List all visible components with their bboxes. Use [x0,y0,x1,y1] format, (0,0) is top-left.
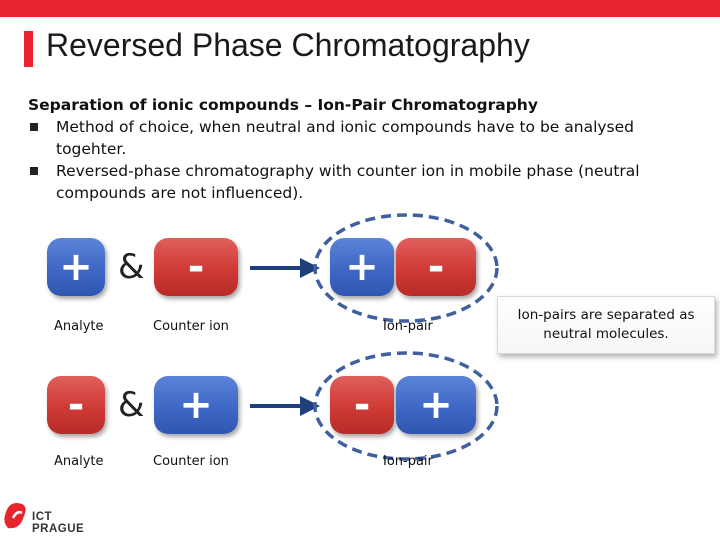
counter-anion-box: - [154,238,238,296]
ampersand: & [118,385,145,425]
note-box [497,296,715,354]
pair-anion-box: - [396,238,476,296]
ampersand: & [118,247,145,287]
counter-cation-box: + [154,376,238,434]
note-text: Ion-pairs are separated as neutral molecules. [517,307,695,342]
logo-text-line2: PRAGUE [32,523,85,535]
analyte-label: Analyte [54,454,104,469]
pair-cation-box: + [396,376,476,434]
counter-ion-label: Counter ion [153,319,229,334]
section-heading: Separation of ionic compounds – Ion-Pair Chromatography [28,96,538,114]
pair-cation-box: + [330,238,394,296]
logo-text-line1: ICT [32,511,53,523]
slide-title: Reversed Phase Chromatography [46,27,530,63]
bullet-text: Reversed-phase chromatography with counter ion in mobile phase (neutral compounds are not influenced). [56,162,640,202]
ion-pair-label: Ion-pair [383,319,433,334]
pair-anion-box: - [330,376,394,434]
analyte-anion-box: - [47,376,105,434]
analyte-label: Analyte [54,319,104,334]
bullet-text: Method of choice, when neutral and ionic compounds have to be analysed togehter. [56,118,634,158]
counter-ion-label: Counter ion [153,454,229,469]
analyte-cation-box: + [47,238,105,296]
ion-pair-label: Ion-pair [383,454,433,469]
